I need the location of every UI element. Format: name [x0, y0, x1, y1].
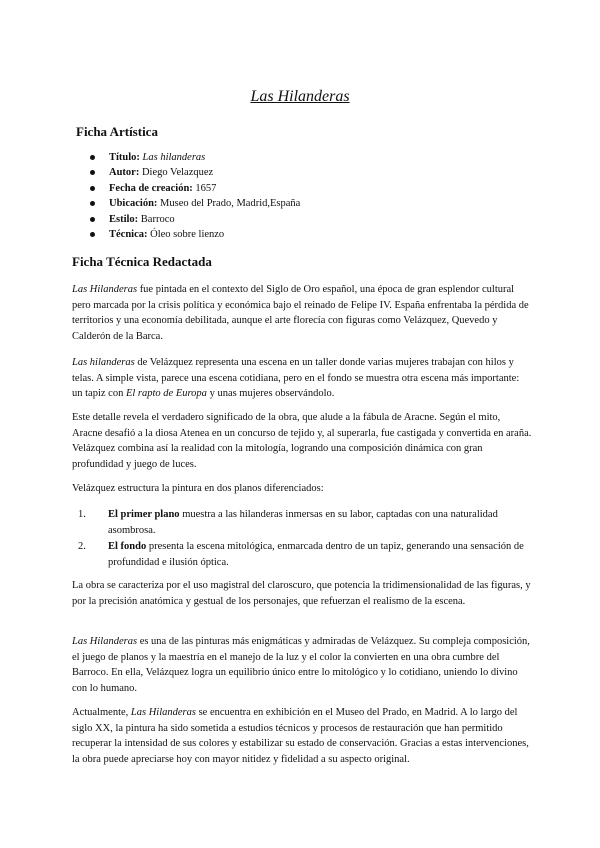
ficha-artistica-list	[90, 150, 300, 242]
list-item: Título: Las hilanderas	[90, 150, 300, 165]
ficha-tecnica-heading: Ficha Técnica Redactada	[72, 254, 212, 269]
list-item: 1. El primer plano muestra a las hilanderas inmersas en su labor, captadas con una naturalidad asombrosa.	[78, 509, 498, 536]
page-title: Las Hilanderas	[250, 88, 350, 105]
list-item: 2. El fondo presenta la escena mitológica, enmarcada dentro de un tapiz, generando una sensación de profundidad e ilusión óptica.	[78, 541, 524, 568]
list-item: Fecha de creación: 1657	[90, 181, 300, 196]
list-item: Ubicación: Museo del Prado, Madrid,España	[90, 196, 300, 211]
paragraph-context: Las Hilanderas fue pintada en el contexto del Siglo de Oro español, una época de gran esplendor cultural pero marcada por la crisis política y económica bajo el reinado de Felipe IV. España enfrentaba la pérdida de territorios y una economía debilitada, aunque el arte florecía con figuras como Velázquez, Quevedo y Calderón de la Barca.	[72, 284, 529, 342]
list-item: Técnica: Óleo sobre lienzo	[90, 227, 300, 242]
paragraph-description: Las hilanderas de Velázquez representa una escena en un taller donde varias mujeres trabajan con hilos y telas. A simple vista, parece una escena cotidiana, pero en el fondo se muestra otra escena más importante: un tapiz con El rapto de Europa y unas mujeres observándolo.	[72, 357, 520, 400]
ficha-artistica-heading: Ficha Artística	[76, 124, 158, 139]
paragraph-significance: Las Hilanderas es una de las pinturas más enigmáticas y admiradas de Velázquez. Su compleja composición, el juego de planos y la maestría en el manejo de la luz y el color la convierten en una obra cumbre del Barroco. En ella, Velázquez logra un equilibrio único entre lo mitológico y lo cotidiano, uniendo lo divino con lo humano.	[72, 636, 530, 694]
paragraph-meaning: Este detalle revela el verdadero significado de la obra, que alude a la fábula de Aracne. Según el mito, Aracne desafió a la diosa Atenea en un concurso de tejido y, al superarla, fue castigada y convertida en araña. Velázquez combina así la realidad con la mitología, logrando una composición dinámica con gran profundidad y juego de luces.	[72, 412, 532, 470]
list-item: Autor: Diego Velazquez	[90, 165, 300, 180]
paragraph-technique: La obra se caracteriza por el uso magistral del claroscuro, que potencia la tridimensionalidad de las figuras, y por la precisión anatómica y gestual de los personajes, que refuerzan el realismo de la escena.	[72, 580, 531, 607]
planos-list	[72, 507, 532, 571]
list-item: Estilo: Barroco	[90, 212, 300, 227]
paragraph-current-status: Actualmente, Las Hilanderas se encuentra en exhibición en el Museo del Prado, en Madrid. A lo largo del siglo XX, la pintura ha sido sometida a estudios técnicos y procesos de restauración que han permitido recuperar la intensidad de sus colores y estabilizar su estado de conservación. Gracias a estas intervenciones, la obra puede apreciarse hoy con mayor nitidez y fidelidad a su aspecto original.	[72, 707, 529, 765]
paragraph-structure: Velázquez estructura la pintura en dos planos diferenciados:	[72, 483, 324, 494]
